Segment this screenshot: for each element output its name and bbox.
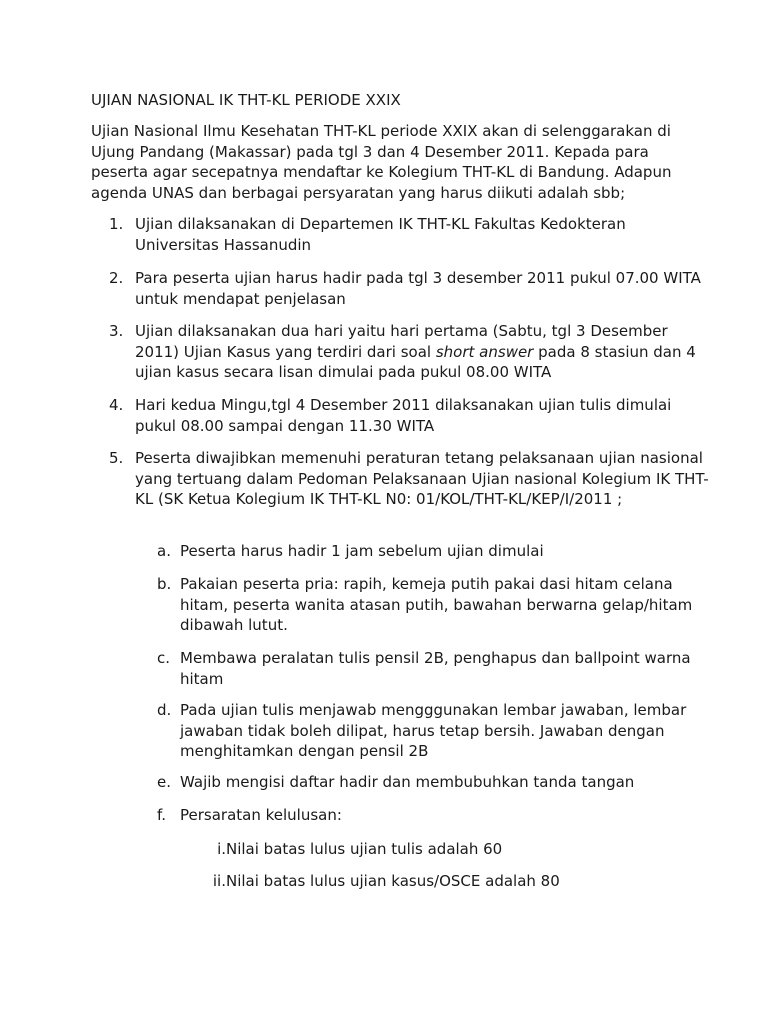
list-marker: 2. <box>109 269 124 287</box>
sublist-item-f <box>157 805 697 826</box>
document-title: UJIAN NASIONAL IK THT-KL PERIODE XXIX <box>91 91 401 109</box>
sublist-item-text: Persaratan kelulusan: <box>180 806 342 824</box>
subsublist-item-text: Nilai batas lulus ujian tulis adalah 60 <box>226 840 503 858</box>
subsublist-item-text: Nilai batas lulus ujian kasus/OSCE adalah 80 <box>226 872 560 890</box>
sublist-item-text: Wajib mengisi daftar hadir dan membubuhkan tanda tangan <box>180 773 635 791</box>
text-segment: pada 8 stasiun dan 4 ujian kasus secara lisan dimulai pada pukul 08.00 WITA <box>135 342 696 381</box>
sublist-item-a <box>157 541 697 562</box>
sublist-marker: c. <box>157 649 171 667</box>
sublist-item-text: Pakaian peserta pria: rapih, kemeja putih pakai dasi hitam celana hitam, peserta wanita atasan putih, bawahan berwarna gelap/hitam dibawah lutut. <box>180 575 693 634</box>
list-item-2 <box>109 268 709 309</box>
list-item-5 <box>109 448 709 510</box>
subsublist-item-ii <box>196 871 676 892</box>
subsublist-item-i <box>196 839 676 860</box>
sublist-marker: a. <box>157 542 171 560</box>
sublist-marker: b. <box>157 575 172 593</box>
sublist-marker: f. <box>157 806 166 824</box>
list-item-3 <box>109 321 709 383</box>
sublist-item-text: Pada ujian tulis menjawab mengggunakan lembar jawaban, lembar jawaban tidak boleh dilipat, harus tetap bersih. Jawaban dengan menghitamkan dengan pensil 2B <box>180 701 687 760</box>
list-marker: 4. <box>109 396 124 414</box>
list-marker: 5. <box>109 449 124 467</box>
sublist-item-text: Membawa peralatan tulis pensil 2B, penghapus dan ballpoint warna hitam <box>180 649 691 688</box>
sublist-item-b <box>157 574 697 636</box>
list-item-text: Para peserta ujian harus hadir pada tgl 3 desember 2011 pukul 07.00 WITA untuk mendapat penjelasan <box>135 269 701 308</box>
sublist-item-d <box>157 700 697 762</box>
list-item-4 <box>109 395 709 436</box>
sublist-item-text: Peserta harus hadir 1 jam sebelum ujian dimulai <box>180 542 544 560</box>
sublist-marker: e. <box>157 773 171 791</box>
list-marker: 1. <box>109 215 124 233</box>
italic-text: short answer <box>435 342 534 361</box>
list-marker: 3. <box>109 322 124 340</box>
sublist-item-c <box>157 648 697 689</box>
list-item-text: Ujian dilaksanakan di Departemen IK THT-KL Fakultas Kedokteran Universitas Hassanudin <box>135 215 626 254</box>
text-segment: Ujian dilaksanakan dua hari yaitu hari pertama (Sabtu, tgl 3 Desember 2011) Ujian Kasus yang terdiri dari soal <box>135 322 668 361</box>
sublist-item-e <box>157 772 697 793</box>
list-item-text: Hari kedua Mingu,tgl 4 Desember 2011 dilaksanakan ujian tulis dimulai pukul 08.00 sampai dengan 11.30 WITA <box>135 396 672 435</box>
list-item-text <box>135 321 709 383</box>
list-item-1 <box>109 214 709 255</box>
subsublist-marker: i. <box>217 840 226 858</box>
intro-paragraph: Ujian Nasional Ilmu Kesehatan THT-KL periode XXIX akan di selenggarakan di Ujung Pandang (Makassar) pada tgl 3 dan 4 Desember 2011. Kepada para peserta agar secepatnya mendaftar ke Kolegium THT-KL di Bandung. Adapun agenda UNAS dan berbagai persyaratan yang harus diikuti adalah sbb; <box>91 122 672 202</box>
sublist-marker: d. <box>157 701 172 719</box>
list-item-text: Peserta diwajibkan memenuhi peraturan tetang pelaksanaan ujian nasional yang tertuang dalam Pedoman Pelaksanaan Ujian nasional Kolegium IK THT-KL (SK Ketua Kolegium IK THT-KL N0: 01/KOL/THT-KL/KEP/I/2011 ; <box>135 449 709 508</box>
subsublist-marker: ii. <box>212 872 226 890</box>
